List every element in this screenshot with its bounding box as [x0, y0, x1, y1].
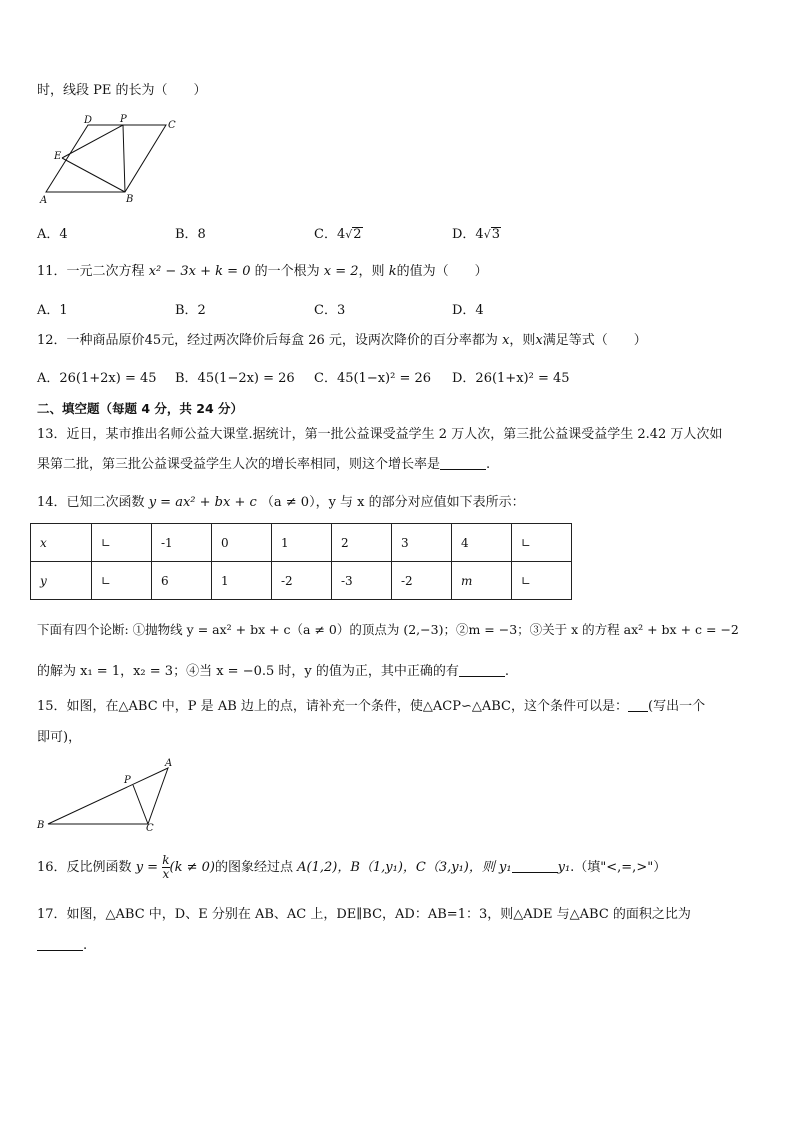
q11-stem: 11．一元二次方程 x² − 3x + k = 0 的一个根为 x = 2，则 k的值为（ ） — [37, 264, 488, 279]
q16-answer-blank[interactable] — [512, 859, 558, 873]
table-row — [31, 524, 572, 562]
q15-label-p: P — [124, 775, 131, 786]
q12-stem: 12．一种商品原价45元，经过两次降价后每盒 26 元，设两次降价的百分率都为 x，则x满足等式（ ） — [37, 333, 647, 348]
q12-option-c[interactable]: C．45(1−x)² = 26 — [314, 371, 432, 386]
q15-label-a: A — [165, 758, 173, 769]
q12-option-a[interactable]: A．26(1+2x) = 45 — [37, 371, 157, 386]
table-cell: -3 — [332, 562, 392, 600]
q11-option-c[interactable]: C．3 — [314, 303, 346, 318]
q13-line-2: 果第二批，第三批公益课受益学生人次的增长率相同，则这个增长率是 . — [37, 457, 491, 472]
table-cell: 6 — [152, 562, 212, 600]
q15-label-b: B — [37, 820, 45, 831]
table-cell: -2 — [392, 562, 452, 600]
q11-equation: x² − 3x + k = 0 — [148, 264, 251, 279]
q13-line-1: 13．近日，某市推出名师公益大课堂.据统计，第一批公益课受益学生 2 万人次，第三批公益课受益学生 2.42 万人次如 — [37, 427, 723, 442]
table-header-x: x — [31, 524, 92, 562]
q10-label-p: P — [120, 114, 127, 125]
q10-label-b: B — [126, 194, 134, 205]
q14-claims-line-2: 的解为 x₁ = 1，x₂ = 3；④当 x = −0.5 时，y 的值为正，其中正确的有 . — [37, 664, 510, 679]
table-cell: ∟ — [92, 524, 152, 562]
q14-function: y = ax² + bx + c — [148, 495, 257, 510]
q10-label-a: A — [40, 195, 48, 206]
q10-stem: 时，线段 PE 的长为（ ） — [37, 83, 207, 98]
table-cell: 1 — [212, 562, 272, 600]
q10-option-b[interactable]: B．8 — [175, 227, 206, 242]
q14-answer-blank[interactable] — [459, 663, 505, 677]
q15-answer-blank[interactable] — [628, 698, 648, 712]
table-cell: 1 — [272, 524, 332, 562]
q10-label-c: C — [168, 120, 176, 131]
q10-options — [37, 223, 757, 243]
q10-figure — [38, 114, 178, 206]
q11-option-b[interactable]: B．2 — [175, 303, 206, 318]
table-cell: m — [452, 562, 512, 600]
q11-option-a[interactable]: A．1 — [37, 303, 68, 318]
q14-claims-line-1: 下面有四个论断: ①抛物线 y = ax² + bx + c（a ≠ 0）的顶点为 (2,−3)；②m = −3；③关于 x 的方程 ax² + bx + c = −2 — [37, 622, 739, 637]
q11-options — [37, 299, 757, 319]
table-cell: ∟ — [92, 562, 152, 600]
q15-figure — [34, 756, 184, 834]
q10-label-d: D — [84, 115, 93, 126]
q13-answer-blank[interactable] — [440, 456, 486, 470]
q10-option-c[interactable]: C．4√2 — [314, 227, 362, 242]
table-cell: 4 — [452, 524, 512, 562]
section-2-title: 二、填空题（每题 4 分，共 24 分） — [37, 401, 244, 416]
table-cell: 0 — [212, 524, 272, 562]
q16-fraction: $\frac{k}{x}$ — [162, 853, 170, 881]
q12-options — [37, 367, 757, 387]
table-header-y: y — [31, 562, 92, 600]
table-row — [31, 562, 572, 600]
q11-option-d[interactable]: D．4 — [452, 303, 484, 318]
q15-line-2: 即可)， — [37, 730, 82, 745]
q16-stem: 16．反比例函数 y = $\frac{k}{x}$ (k ≠ 0)的图象经过点 A(1,2)，B（1,y₁)，C（3,y₁)，则 y₁ y₁.（填"<,=,>"） — [37, 853, 667, 881]
table-cell: -2 — [272, 562, 332, 600]
table-cell: 2 — [332, 524, 392, 562]
q17-line-2: . — [37, 936, 757, 956]
q17-line-1: 17．如图，△ABC 中，D、E 分别在 AB、AC 上，DE∥BC，AD：AB=1：3，则△ADE 与△ABC 的面积之比为 — [37, 907, 691, 922]
table-cell: ∟ — [512, 524, 572, 562]
table-cell: ∟ — [512, 562, 572, 600]
q10-option-a[interactable]: A．4 — [37, 227, 68, 242]
q12-option-d[interactable]: D．26(1+x)² = 45 — [452, 371, 570, 386]
table-cell: -1 — [152, 524, 212, 562]
q15-line-1: 15．如图，在△ABC 中，P 是 AB 边上的点，请补充一个条件，使△ACP∽△ABC，这个条件可以是： (写出一个 — [37, 699, 706, 714]
q17-answer-blank[interactable] — [37, 937, 83, 951]
q14-value-table — [30, 523, 572, 600]
q14-stem: 14．已知二次函数 y = ax² + bx + c （a ≠ 0），y 与 x 的部分对应值如下表所示： — [37, 495, 525, 510]
q15-label-c: C — [146, 823, 154, 834]
q10-label-e: E — [54, 151, 62, 162]
table-cell: 3 — [392, 524, 452, 562]
q10-option-d[interactable]: D．4√3 — [452, 227, 500, 242]
q12-option-b[interactable]: B．45(1−2x) = 26 — [175, 371, 295, 386]
